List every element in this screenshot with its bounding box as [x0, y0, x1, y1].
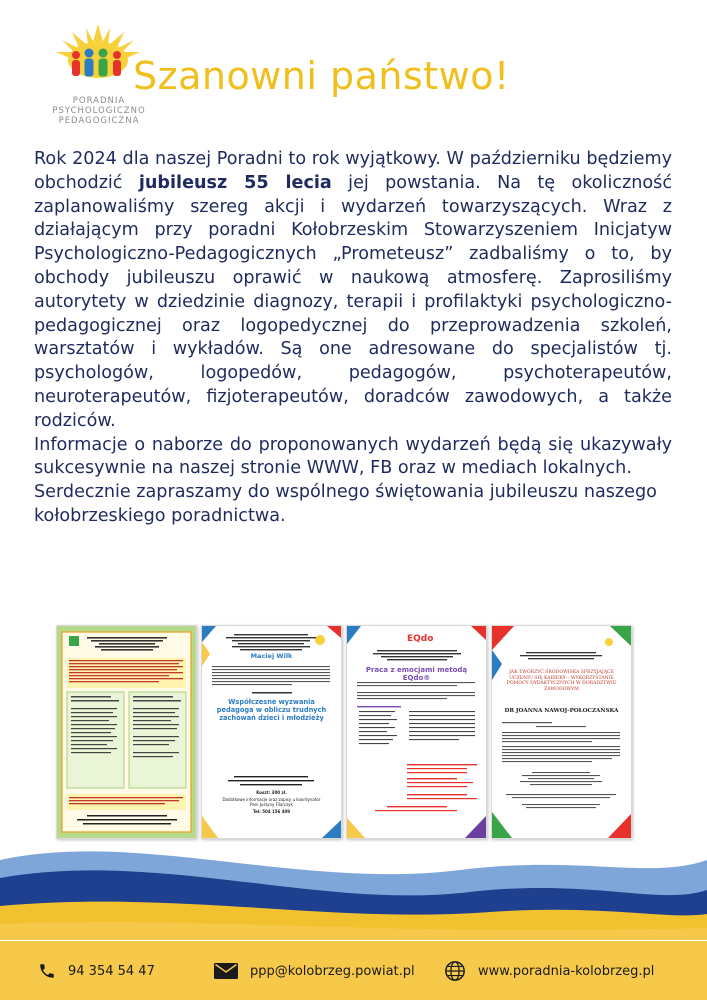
logo-line-1: PORADNIA	[72, 96, 126, 106]
poster-1-graphic	[57, 626, 196, 838]
contact-footer	[0, 941, 707, 1000]
jubilee-highlight: jubileusz 55 lecia	[138, 172, 332, 193]
poster-4[interactable]	[491, 625, 632, 839]
poster-2-heading: Maciej Wilk	[250, 652, 293, 660]
poster-2[interactable]	[201, 625, 342, 839]
logo-text	[44, 96, 154, 126]
poster-2-contact: Dodatkowe informacje oraz zapisy u koordynator Pani Justyny Filarczyk	[222, 797, 321, 807]
poster-1[interactable]	[56, 625, 197, 839]
globe-icon	[444, 960, 466, 982]
phone-icon	[38, 962, 56, 980]
paragraph-1-start: Rok 2024 dla naszej Poradni to rok wyjątkowy. W październiku będziemy obchodzić	[34, 149, 672, 193]
poster-4-heading: JAK TWORZYĆ ŚRODOWISKA SPRZYJAJĄCE UCZENIU SIĘ KARIERY – WYKORZYSTANIE POMOCY DYDAKTYCZNYCH W DORADZTWIE ZAWODOWYM	[506, 670, 617, 692]
poster-4-graphic	[492, 626, 631, 838]
email-address: ppp@kolobrzeg.powiat.pl	[250, 963, 415, 979]
website-url: www.poradnia-kolobrzeg.pl	[478, 963, 655, 979]
envelope-icon	[214, 963, 238, 979]
footer-phone[interactable]	[38, 960, 155, 982]
logo-line-3: PEDAGOGICZNA	[58, 116, 140, 126]
event-posters	[56, 625, 666, 840]
poster-3[interactable]	[346, 625, 487, 839]
paragraph-2: Informacje o naborze do proponowanych wydarzeń będą się ukazywały sukcesywnie na naszej stronie WWW, FB oraz w mediach lokalnych.	[34, 434, 672, 479]
page-title: Szanowni państwo!	[133, 54, 510, 98]
poster-3-heading: Praca z emocjami metodą EQdo®	[365, 666, 468, 682]
poster-2-cost: Koszt: 300 zł.	[256, 790, 287, 795]
logo-line-2: PSYCHOLOGICZNO	[52, 106, 146, 116]
paragraph-1-end: jej powstania. Na tę okoliczność zaplanowaliśmy szereg akcji i wydarzeń towarzyszących. Wraz z działającym przy poradni Kołobrzeskim Stowarzyszeniem Inicjatyw Psychologiczno-Pedagogicznych „Prometeusz” zadbaliśmy o to, by obchody jubileuszu oprawić w naukową atmosferę. Zaprosiliśmy autorytety w dziedzinie diagnozy, terapii i profilaktyki psychologiczno-pedagogicznej oraz logopedycznej do przeprowadzenia szkoleń, warsztatów i wykładów. Są one adresowane do specjalistów tj. psychologów, logopedów, pedagogów, psychoterapeutów, neuroterapeutów, fizjoterapeutów, doradców zawodowych, a także rodziców.	[34, 172, 672, 431]
poster-3-brand: EQdo	[407, 634, 434, 644]
poster-4-person: DR JOANNA NAWOJ-POŁOCZAŃSKA	[504, 708, 619, 714]
sun-people-icon	[50, 22, 146, 84]
poster-2-topic: Współczesne wyzwania pedagoga w obliczu trudnych zachowań dzieci i młodzieży	[216, 698, 327, 722]
poster-3-graphic	[347, 626, 486, 838]
decorative-waves	[0, 820, 707, 940]
letter-body	[34, 148, 672, 529]
footer-email[interactable]	[214, 960, 415, 982]
footer-website[interactable]	[444, 960, 654, 982]
poster-2-phone: Tel: 504 156 409	[252, 809, 291, 814]
phone-number: 94 354 54 47	[68, 963, 155, 979]
paragraph-3: Serdecznie zapraszamy do wspólnego świętowania jubileuszu naszego kołobrzeskiego poradnictwa.	[34, 482, 657, 526]
paragraph-1	[34, 148, 672, 434]
